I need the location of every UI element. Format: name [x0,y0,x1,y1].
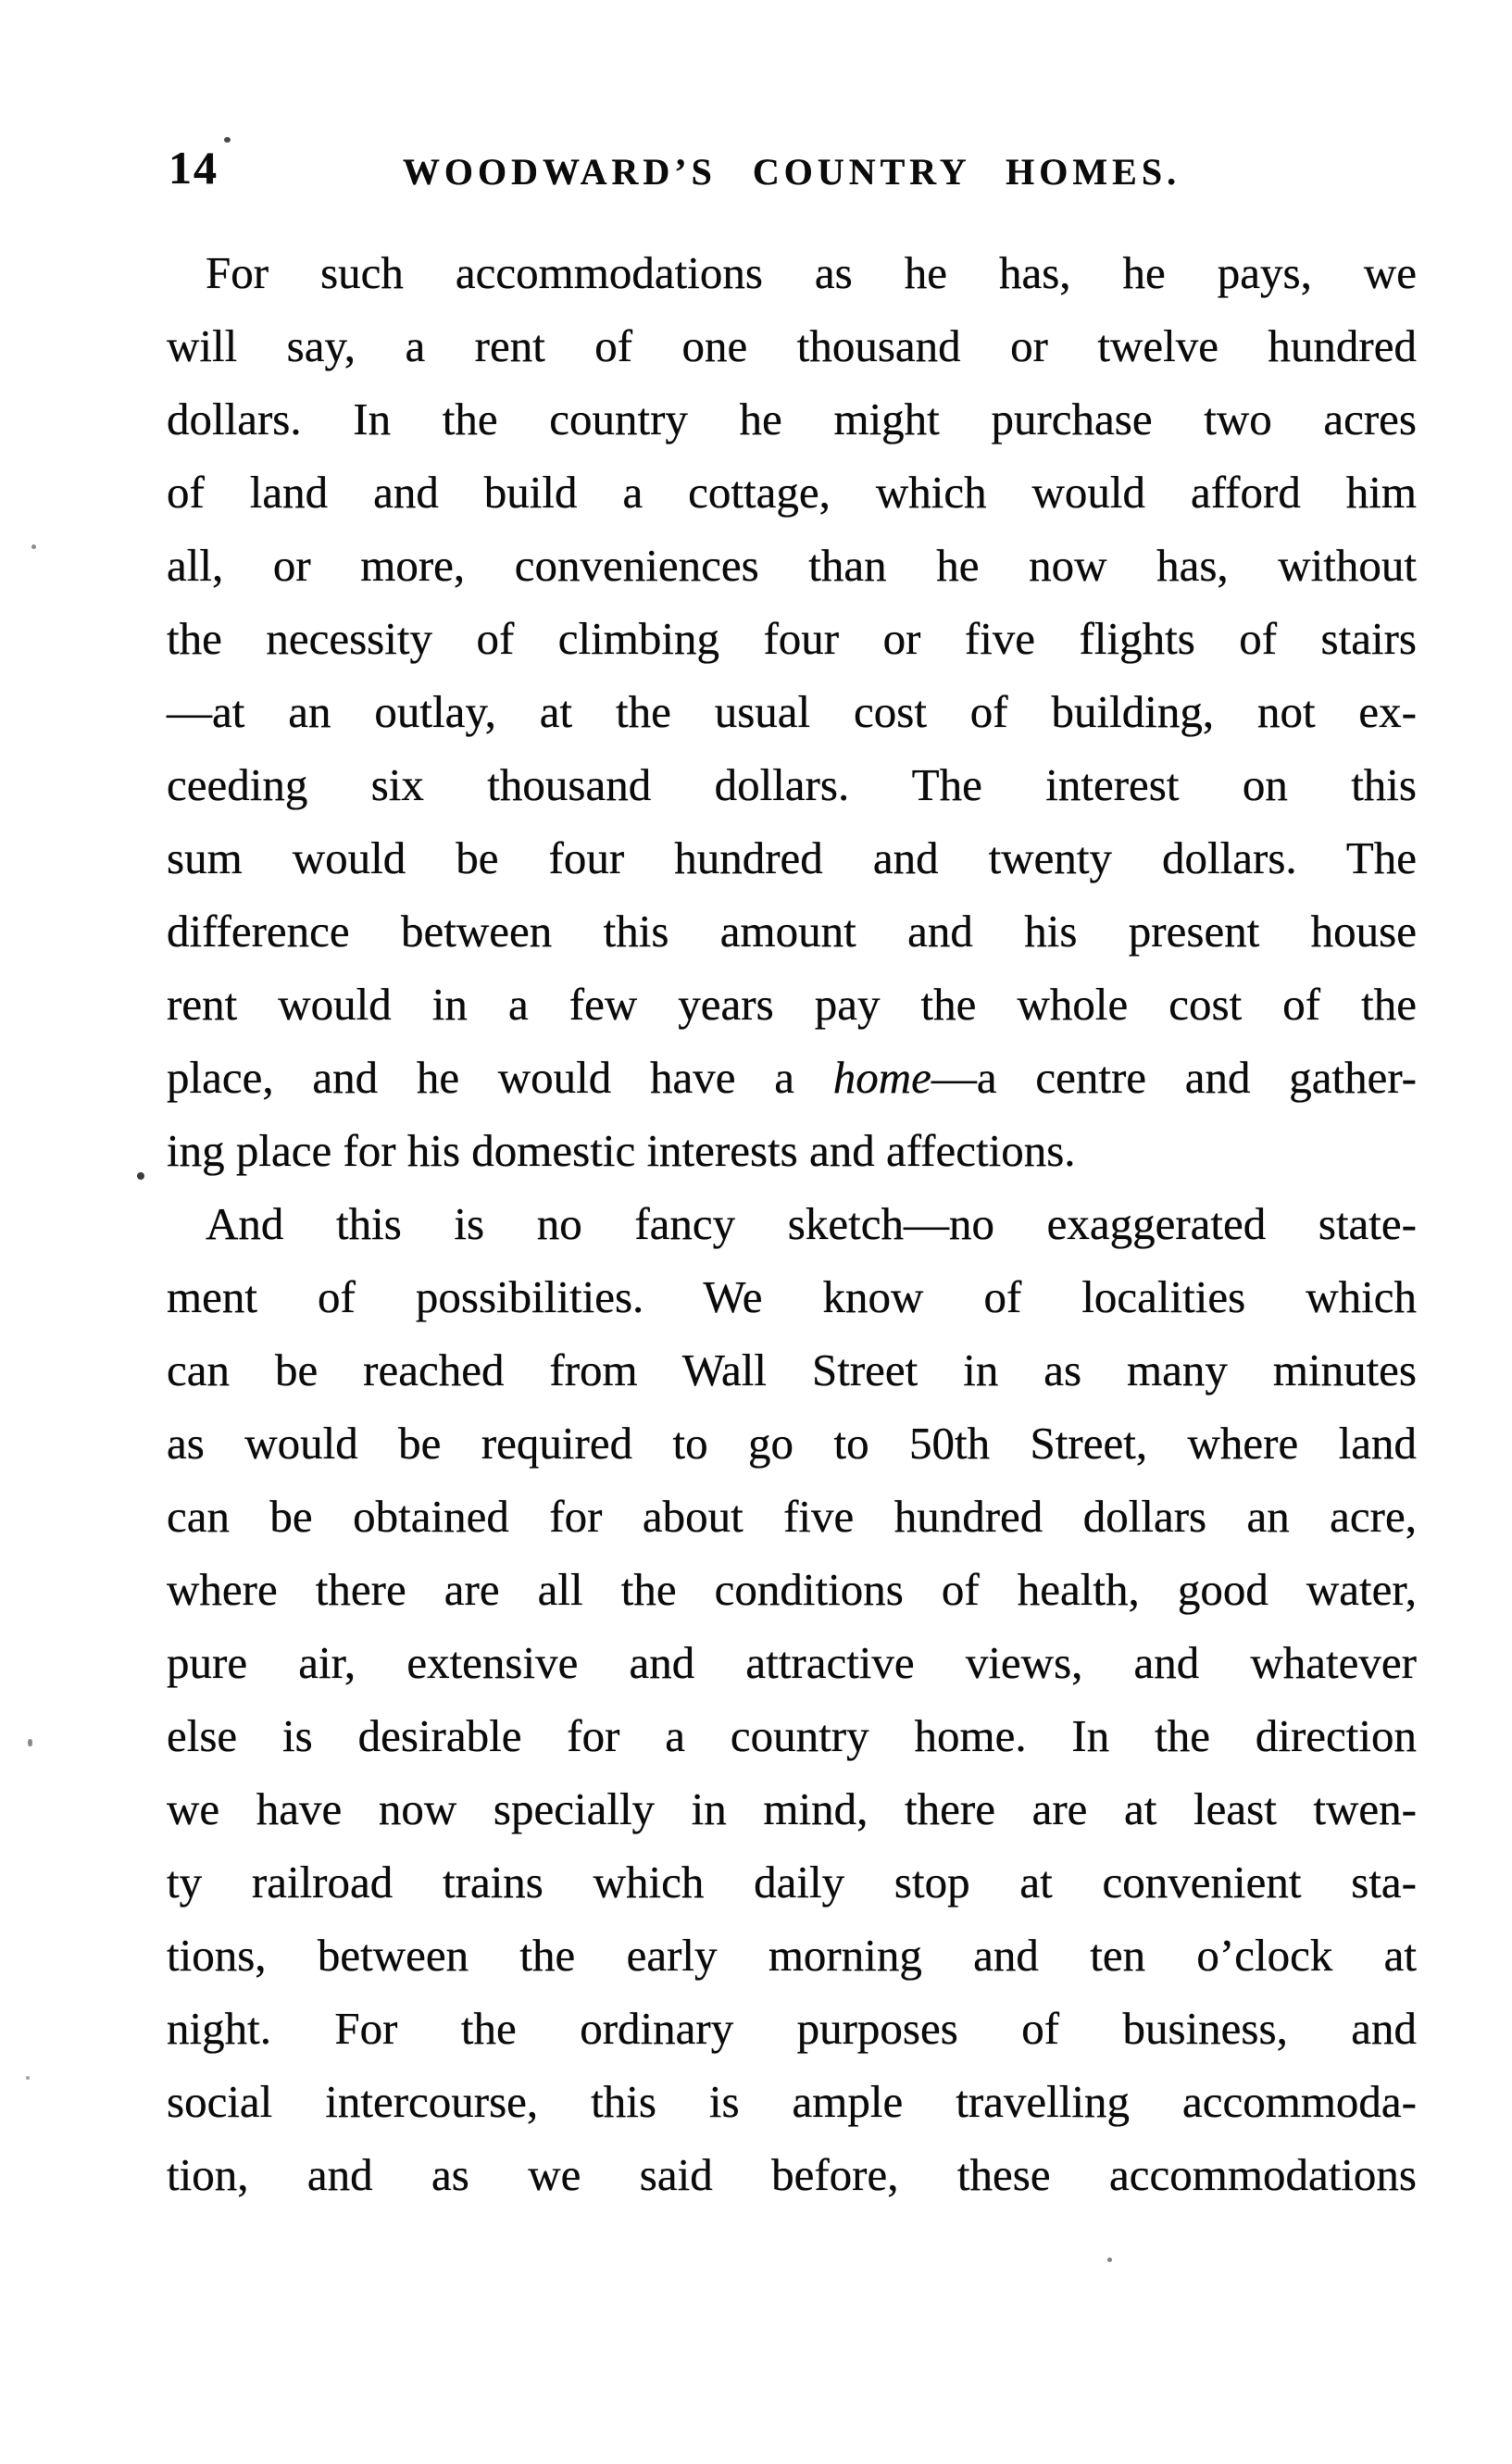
text-line [167,1992,1417,2065]
scan-speck [31,544,36,549]
text-line [167,1772,1417,1845]
text-segment: sum would be four hundred and twenty dollars. The [167,832,1417,883]
text-line [167,602,1417,675]
text-line [167,1845,1417,1919]
text-line [167,1919,1417,1992]
text-segment: of land and build a cottage, which would afford him [167,467,1417,518]
text-segment: where there are all the conditions of health, good water, [167,1564,1417,1615]
text-line [167,1553,1417,1626]
text-segment: can be obtained for about five hundred dollars an acre, [167,1491,1417,1542]
text-segment: else is desirable for a country home. In the direction [167,1710,1417,1761]
text-line [167,894,1417,968]
text-segment: the necessity of climbing four or five flights of stairs [167,613,1417,664]
text-line [167,2065,1417,2138]
text-line [167,456,1417,529]
text-line [167,1114,1417,1187]
scan-speck [224,137,231,143]
text-line [167,1626,1417,1699]
text-line [167,529,1417,602]
text-segment: social intercourse, this is ample travelling accommoda- [167,2076,1417,2127]
text-line [167,382,1417,456]
text-line [167,1407,1417,1480]
text-segment: tions, between the early morning and ten o’clock at [167,1930,1417,1981]
scan-speck [28,1739,32,1746]
text-line [167,675,1417,748]
text-segment: all, or more, conveniences than he now has, without [167,540,1417,591]
text-line [167,1187,1417,1260]
text-segment: as would be required to go to 50th Street, where land [167,1418,1417,1469]
text-segment: And this is no fancy sketch—no exaggerated state- [206,1198,1417,1249]
page-number: 14 [169,142,219,194]
text-line [167,236,1417,309]
text-segment: For such accommodations as he has, he pays, we [206,247,1417,298]
text-line [167,2138,1417,2211]
text-segment: ty railroad trains which daily stop at convenient sta- [167,1857,1417,1907]
running-head: WOODWARD’S COUNTRY HOMES. [402,151,1181,193]
text-segment: we have now specially in mind, there are at least twen- [167,1783,1417,1834]
text-line [167,1480,1417,1553]
text-line [167,1041,1417,1114]
text-segment: —a centre and gather- [931,1052,1417,1103]
text-segment: ceeding six thousand dollars. The interest on this [167,759,1417,810]
text-segment: home [832,1052,931,1103]
text-line [167,748,1417,821]
text-segment: difference between this amount and his present house [167,906,1417,957]
text-line [167,968,1417,1041]
text-line [167,1699,1417,1772]
text-segment: pure air, extensive and attractive views, and whatever [167,1637,1417,1688]
text-segment: ing place for his domestic interests and affections. [167,1125,1076,1176]
text-segment: —at an outlay, at the usual cost of building, not ex- [167,686,1417,737]
text-line [167,309,1417,382]
text-segment: rent would in a few years pay the whole cost of the [167,979,1417,1030]
text-segment: can be reached from Wall Street in as many minutes [167,1345,1417,1395]
text-segment: tion, and as we said before, these accommodations [167,2149,1417,2200]
text-segment: will say, a rent of one thousand or twelve hundred [167,320,1417,371]
text-line [167,1333,1417,1407]
body-text [167,236,1417,2211]
text-line [167,821,1417,894]
text-line [167,1260,1417,1333]
scan-speck [1107,2258,1112,2262]
scan-speck [137,1172,144,1180]
text-segment: ment of possibilities. We know of localities which [167,1271,1417,1322]
scan-speck [26,2076,30,2080]
text-segment: dollars. In the country he might purchase two acres [167,394,1417,444]
text-segment: night. For the ordinary purposes of business, and [167,2003,1417,2054]
text-segment: place, and he would have a [167,1052,833,1103]
